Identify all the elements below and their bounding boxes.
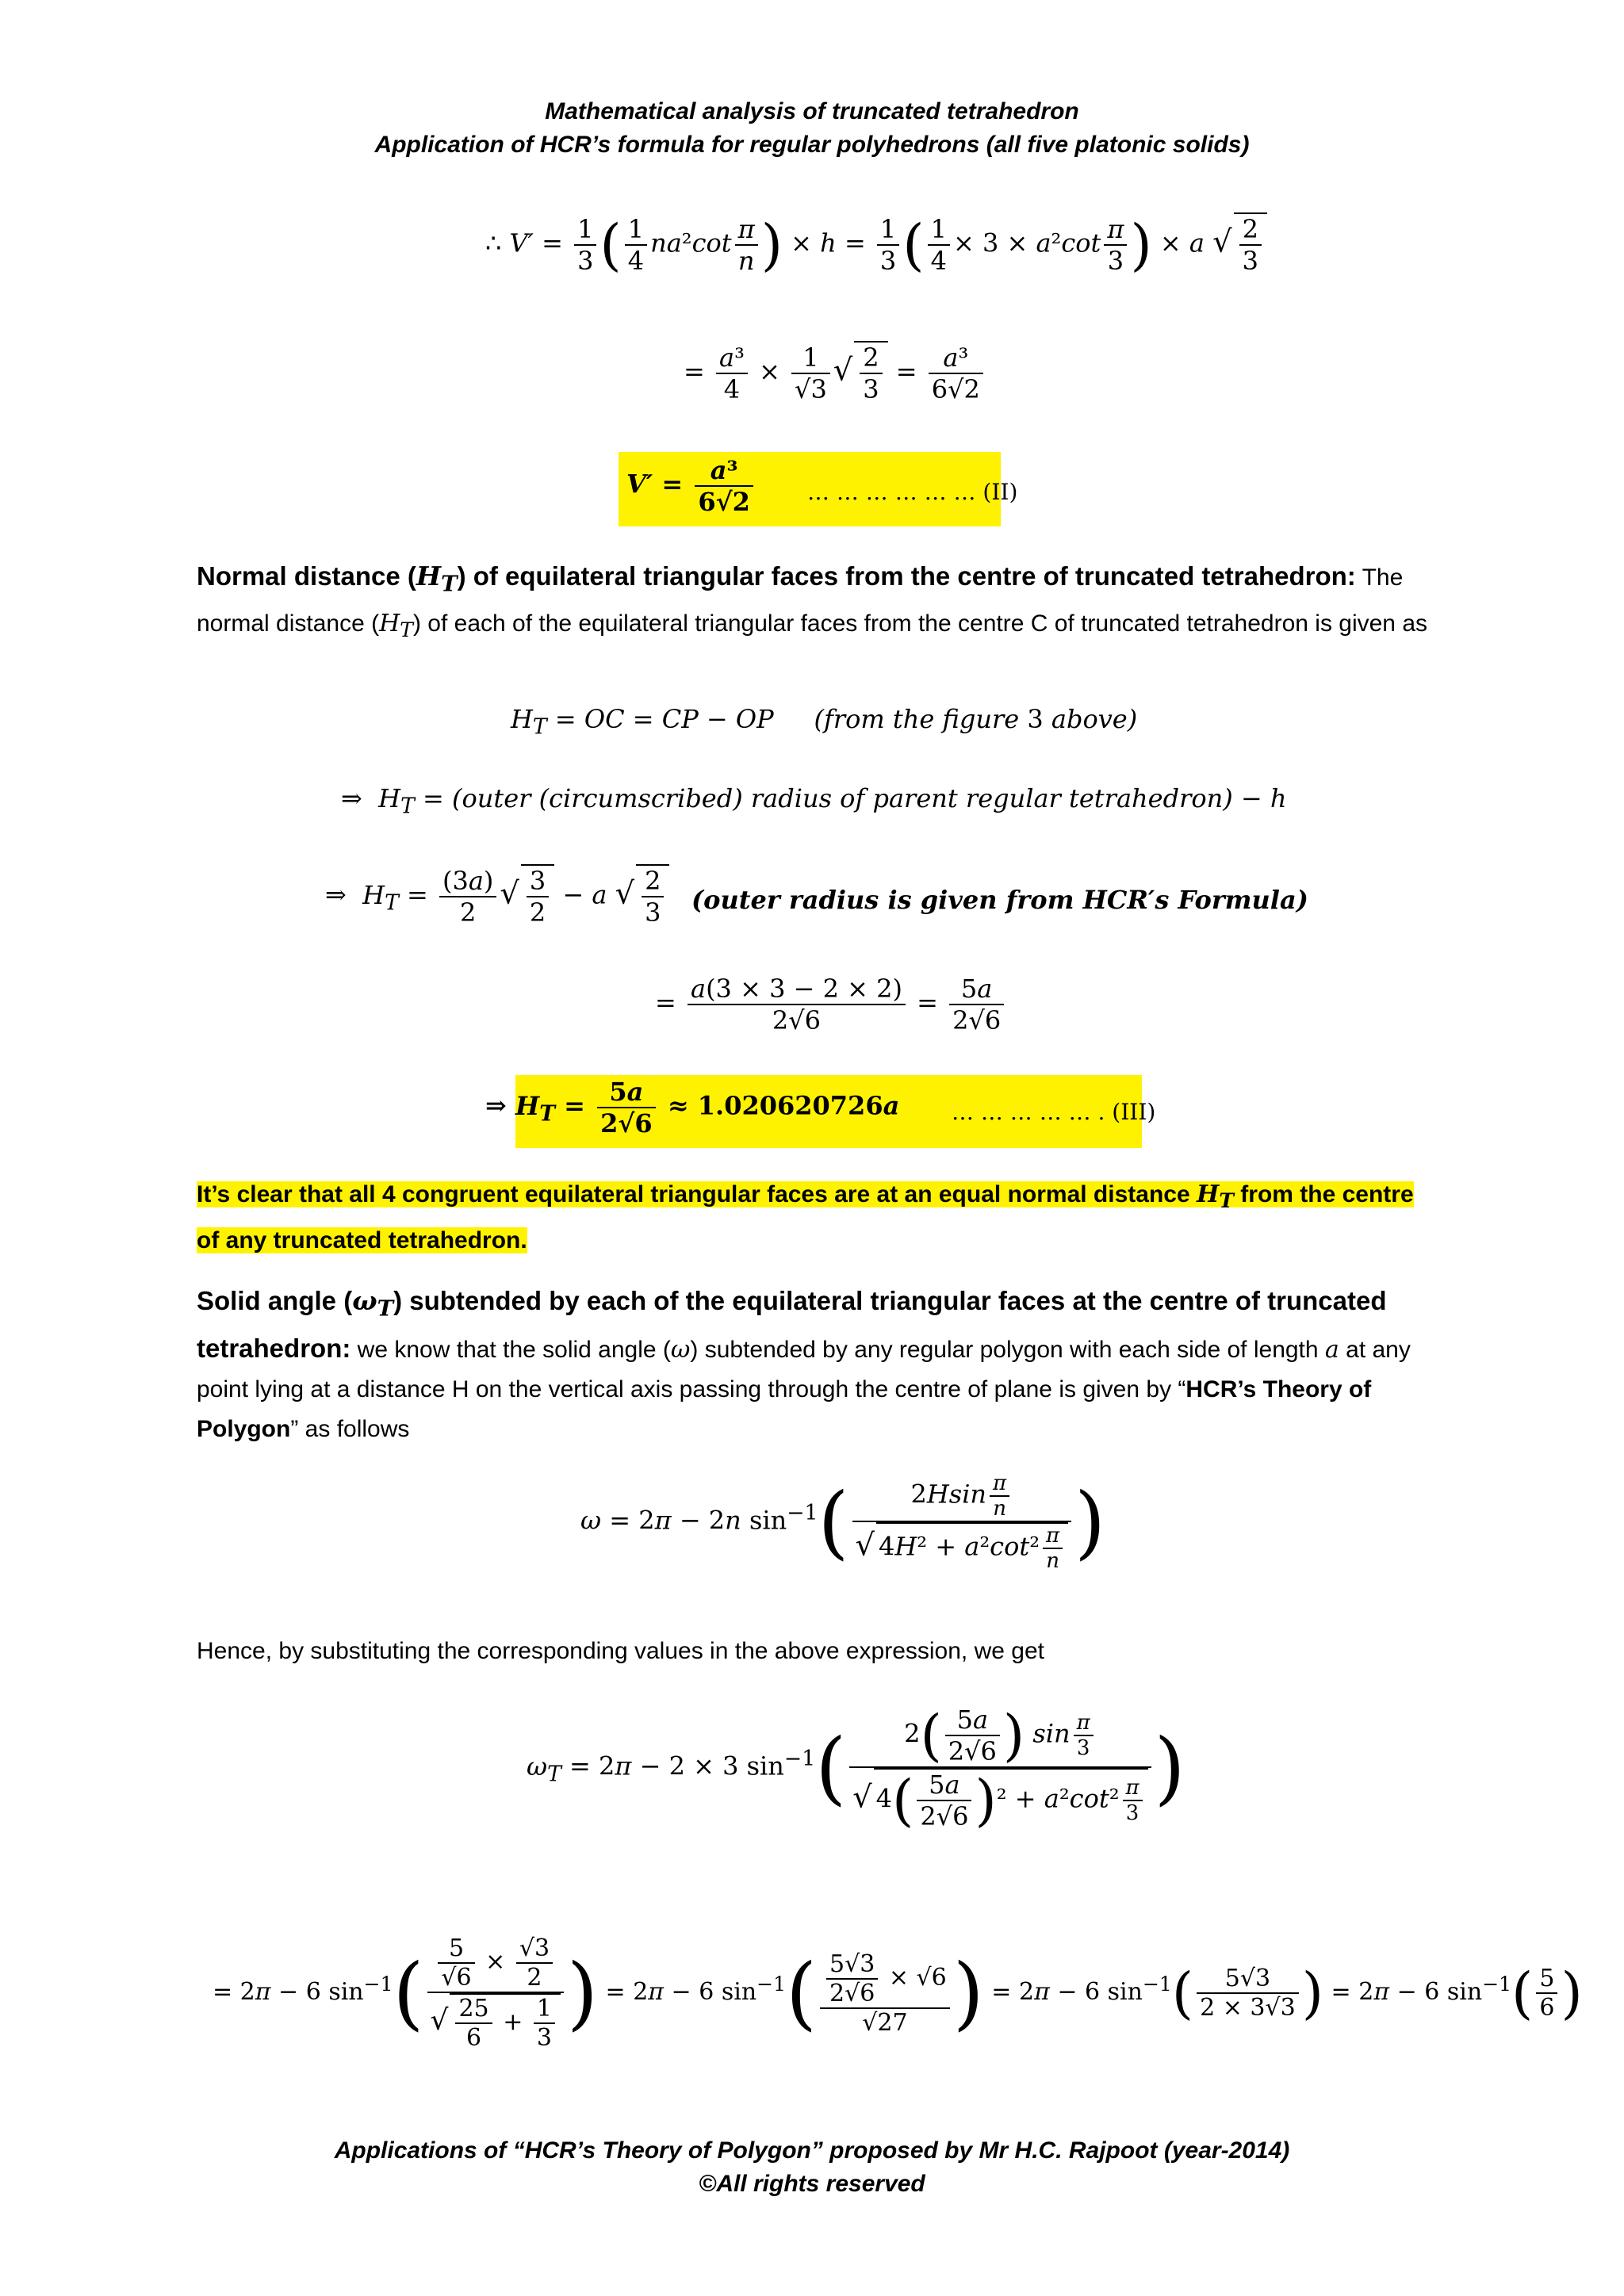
normal-distance-eq4: = $\frac{a(3 \times 3 - 2 \times 2)}{2√6}$ = $\frac{5a}{2√6}$ xyxy=(655,974,1007,1035)
volume-result-tag: … … … … … … (II) xyxy=(807,479,1018,505)
footer-credit: Applications of “HCR’s Theory of Polygon” proposed by Mr H.C. Rajpoot (year-2014) xyxy=(334,2137,1290,2164)
normal-distance-paragraph: Normal distance $(H_T)$ of equilateral triangular faces from the centre of truncated tetrahedron: The normal distance $(H_T)$ of each of the equilateral triangular faces from the centre C of truncated tetrahedron is given as xyxy=(197,561,1428,641)
solid-angle-formula: ω = 2π − 2n $\sin^{-1}$( 2Hsin $\frac{\pi}{n}$ √ 4H² + a²cot² $\frac{\pi}{n}$ ) xyxy=(580,1471,1106,1573)
normal-distance-result: ⇒ $H_T$ = $\frac{5a}{2√6}$ ≈ 1.020620726a xyxy=(485,1077,900,1138)
footer-copyright: ©All rights reserved xyxy=(699,2171,925,2197)
clear-statement: It’s clear that all 4 congruent equilateral triangular faces are at an equal normal distance $H_T$ from the centre of any truncated tetrahedron. xyxy=(197,1181,1414,1253)
normal-distance-result-tag: … … … … … . (III) xyxy=(952,1099,1156,1125)
volume-result: V′ = $\frac{\text{a³}}{6√2}$ xyxy=(626,455,756,517)
header-subtitle: Application of HCR’s formula for regular polyhedrons (all five platonic solids) xyxy=(374,132,1250,158)
normal-distance-eq1: $H_T$ = OC = CP − OP (from the figure 3 above) xyxy=(511,704,1138,740)
header-title: Mathematical analysis of truncated tetrahedron xyxy=(545,98,1079,124)
normal-distance-eq2: ⇒ $H_T$ = (outer (circumscribed) radius of parent regular tetrahedron) − h xyxy=(341,783,1287,819)
normal-distance-eq3: ⇒ $H_T$ = $\frac{(3a)}{2}$ √ $\frac{3}{2}$ − a √ $\frac{2}{3}$ xyxy=(325,864,669,928)
normal-distance-eq3-note: (outer radius is given from HCR′s Formula) xyxy=(691,885,1308,915)
substitute-text: Hence, by substituting the corresponding values in the above expression, we get xyxy=(197,1638,1044,1664)
solid-angle-paragraph: Solid angle $(\omega_T)$ subtended by each of the equilateral triangular faces at the centre of truncated tetrahedron: we know that the solid angle (ω) subtended by any regular polygon with each side of length a at any point lying at a distance H on the vertical axis passing through the centre of plane is given by “HCR’s Theory of Polygon” as follows xyxy=(197,1285,1411,1442)
solid-angle-final-chain: = 2π − 6 $\sin^{-1}$( $\frac{5}{√6}$ × $\frac{√3}{2}$ √ $\frac{25}{6}$ + $\frac{1}{3}$ ) = 2π − 6 $\sin^{-1}$( $\frac{5√3}{2√6}$ × √6 √27 ) = 2π − 6 $\sin^{-1}$( $\frac{5√3}{2 \times 3√3}$ ) = 2π − 6 $\sin^{-1}$( $\frac{5}{6}$ ) xyxy=(213,1934,1583,2052)
volume-equation-1: ∴ V′ = $\frac{1}{3}$ ( $\frac{1}{4}$ na²cot $\frac{\pi}{n}$ ) × h = $\frac{1}{3}$ ( $\frac{1}{4}$ × 3 × a²cot $\frac{\pi}{3}$ ) × a √ $\frac{2}{3}$ xyxy=(485,212,1267,276)
solid-angle-substituted: $\omega_T = 2\pi - 2 \times 3$ $\sin^{-1}$( 2( $\frac{5a}{2√6}$ ) sin $\frac{\pi}{3}$ √ 4( $\frac{5a}{2√6}$ )² + a²cot² $\frac{\pi}{3}$ ) xyxy=(527,1703,1185,1833)
volume-equation-2: = $\frac{\text{a³}}{4}$ × $\frac{1}{√3}$ √ $\frac{2}{3}$ = $\frac{\text{a³}}{6√2}$ xyxy=(684,341,986,404)
